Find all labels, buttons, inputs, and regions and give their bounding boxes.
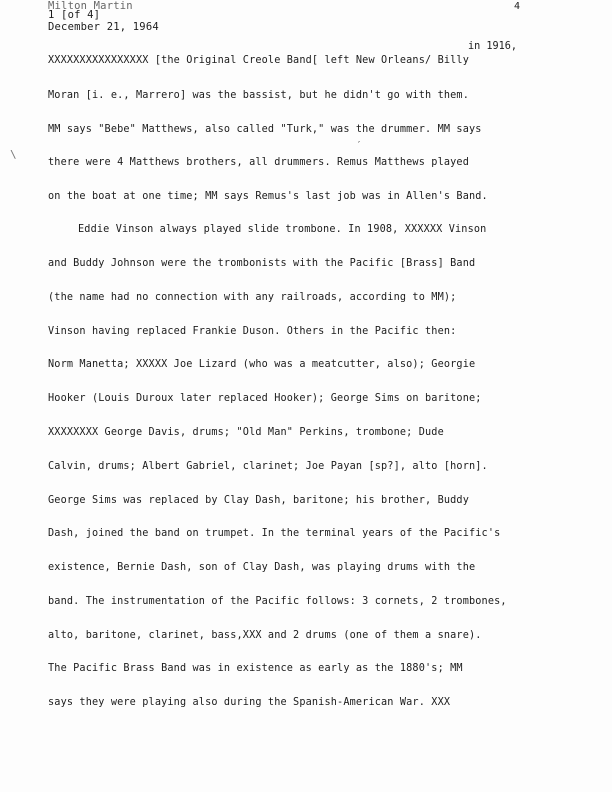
text-line-13: Calvin, drums; Albert Gabriel, clarinet; Joe Payan [sp?], alto [horn]. bbox=[48, 461, 488, 472]
text-line-19: The Pacific Brass Band was in existence as early as the 1880's; MM bbox=[48, 663, 463, 674]
text-line-14: George Sims was replaced by Clay Dash, baritone; his brother, Buddy bbox=[48, 495, 469, 506]
text-line-18: alto, baritone, clarinet, bass,XXX and 2 drums (one of them a snare). bbox=[48, 630, 482, 641]
text-line-1: XXXXXXXXXXXXXXXX [the Original Creole Band[ left New Orleans/ Billy bbox=[48, 55, 469, 66]
margin-mark: \ bbox=[10, 148, 17, 161]
text-line-9: Vinson having replaced Frankie Duson. Others in the Pacific then: bbox=[48, 326, 457, 337]
header-page-of: 1 [of 4] bbox=[48, 9, 101, 21]
header-date: December 21, 1964 bbox=[48, 21, 159, 33]
page-number: 4 bbox=[514, 1, 521, 12]
text-line-4: there were 4 Matthews brothers, all drummers. Remus Matthews played bbox=[48, 157, 469, 168]
text-line-8: (the name had no connection with any railroads, according to MM); bbox=[48, 292, 457, 303]
pen-mark: ′ bbox=[356, 140, 363, 151]
text-line-7: and Buddy Johnson were the trombonists with the Pacific [Brass] Band bbox=[48, 258, 476, 269]
text-line-11: Hooker (Louis Duroux later replaced Hooker); George Sims on baritone; bbox=[48, 393, 482, 404]
text-line-6: Eddie Vinson always played slide trombone. In 1908, XXXXXX Vinson bbox=[78, 224, 487, 235]
text-line-20: says they were playing also during the Spanish-American War. XXX bbox=[48, 697, 451, 708]
text-line-12: XXXXXXXX George Davis, drums; "Old Man" Perkins, trombone; Dude bbox=[48, 427, 444, 438]
text-line-16: existence, Bernie Dash, son of Clay Dash, was playing drums with the bbox=[48, 562, 476, 573]
insertion-in-1916: in 1916, bbox=[468, 41, 518, 52]
text-line-17: band. The instrumentation of the Pacific follows: 3 cornets, 2 trombones, bbox=[48, 596, 507, 607]
text-line-15: Dash, joined the band on trumpet. In the terminal years of the Pacific's bbox=[48, 528, 501, 539]
header-author: Milton Martin bbox=[48, 0, 133, 12]
text-line-2: Moran [i. e., Marrero] was the bassist, but he didn't go with them. bbox=[48, 90, 469, 101]
text-line-3: MM says "Bebe" Matthews, also called "Turk," was the drummer. MM says bbox=[48, 124, 482, 135]
text-line-10: Norm Manetta; XXXXX Joe Lizard (who was a meatcutter, also); Georgie bbox=[48, 359, 476, 370]
text-line-5: on the boat at one time; MM says Remus's last job was in Allen's Band. bbox=[48, 191, 488, 202]
